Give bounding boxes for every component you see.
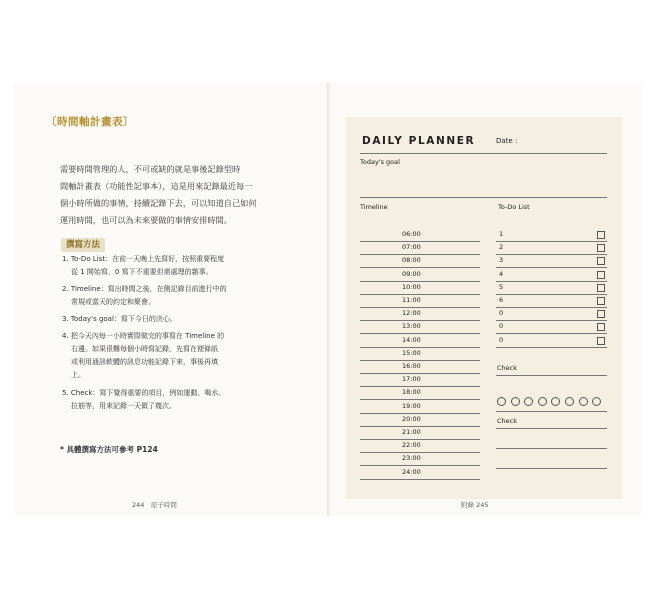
timeline-time: 08:00	[402, 256, 421, 265]
todo-checkbox	[597, 257, 605, 265]
timeline-time: 17:00	[402, 375, 421, 384]
timeline-time: 15:00	[402, 348, 421, 357]
todo-number: 0	[499, 335, 504, 344]
todo-row	[496, 321, 607, 334]
timeline-time: 16:00	[402, 362, 421, 370]
todo-checkbox	[597, 244, 605, 252]
timeline-time: 13:00	[402, 322, 421, 331]
todo-number: 2	[499, 243, 504, 252]
check-circle	[592, 397, 601, 406]
timeline-row	[360, 467, 480, 480]
check-circle	[524, 397, 533, 406]
check-line	[496, 468, 607, 469]
timeline-row	[360, 321, 480, 334]
check-circle	[511, 397, 520, 406]
timeline-row	[360, 348, 480, 361]
todo-row	[496, 295, 607, 308]
todo-number: 3	[499, 256, 504, 265]
timeline-time: 11:00	[402, 296, 421, 304]
todo-checkbox	[597, 297, 605, 305]
timeline-row	[360, 282, 480, 295]
step-item: 1. To-Do List：在前一天晚上先寫好，按照重要程度	[62, 255, 225, 263]
section-title: 〔時間軸計畫表〕	[46, 116, 134, 128]
timeline-row	[360, 374, 480, 387]
todo-checkbox	[597, 337, 605, 345]
todo-row	[496, 229, 607, 242]
timeline-row	[360, 229, 480, 242]
check-circle	[579, 397, 588, 406]
todo-checkbox	[597, 323, 605, 331]
todo-list-label: To-Do List	[498, 203, 530, 211]
timeline-time: 07:00	[402, 243, 421, 252]
planner-title: DAILY PLANNER	[362, 135, 476, 147]
timeline-time: 21:00	[402, 428, 421, 436]
step-continuation: 或利用通訊軟體的訊息功能記錄下來，事後再填	[71, 358, 218, 366]
todo-row	[496, 335, 607, 348]
timeline-row	[360, 308, 480, 321]
timeline-row	[360, 387, 480, 400]
page-folio-right: 附錄 245	[461, 501, 489, 509]
check-circles	[497, 397, 607, 409]
check-circle	[538, 397, 547, 406]
timeline-time: 19:00	[402, 401, 421, 410]
step-item: 2. Timeline：寫出時間之後，在側記錄目前進行中的	[62, 285, 227, 293]
timeline-row	[360, 269, 480, 282]
step-continuation: 上。	[71, 371, 85, 379]
timeline-time: 18:00	[402, 388, 421, 397]
intro-line: 運用時間，也可以為未來要做的事情安排時間。	[60, 215, 232, 225]
timeline-row	[360, 255, 480, 268]
daily-planner-template	[346, 117, 622, 499]
intro-paragraph	[60, 161, 256, 229]
step-continuation: 從 1 開始寫，0 寫下不重要但需處理的雜事。	[71, 268, 213, 276]
timeline-row	[360, 440, 480, 453]
todo-checkbox	[597, 271, 605, 279]
date-label: Date :	[496, 137, 518, 145]
timeline-time: 23:00	[402, 454, 421, 463]
title-divider	[360, 153, 607, 154]
intro-line: 個小時所做的事情，持續記錄下去，可以知道自己如何	[60, 198, 257, 208]
left-page	[14, 82, 328, 516]
intro-line: 間軸計畫表（功能性記事本），這是用來記錄最近每一	[60, 181, 253, 191]
right-page	[330, 82, 641, 516]
timeline-time: 24:00	[402, 467, 421, 476]
timeline-time: 06:00	[402, 230, 421, 238]
check-circle	[551, 397, 560, 406]
page-folio-left: 244 原子時間	[132, 501, 177, 509]
step-continuation: 右邊。如果很難每個小時寫記錄，先寫在便條紙	[71, 345, 218, 353]
step-item: 4. 把今天內每一小時實際做完的事寫在 Timeline 的	[62, 332, 225, 340]
todo-row	[496, 282, 607, 295]
todays-goal-label: Today's goal	[360, 158, 400, 166]
timeline-time: 20:00	[402, 414, 421, 423]
timeline-time: 12:00	[402, 309, 421, 318]
timeline-row	[360, 361, 480, 374]
check-label: Check	[497, 364, 517, 372]
check-label-second: Check	[497, 417, 517, 425]
step-item: 5. Check：寫下覺得重要的項目，例如運動、喝水、	[62, 389, 226, 397]
book-spread	[14, 82, 641, 516]
intro-line: 需要時間管理的人，不可或缺的就是事後記錄型時	[60, 164, 241, 174]
todo-number: 4	[499, 269, 504, 278]
method-label: 撰寫方法	[61, 238, 105, 252]
todo-checkbox	[597, 284, 605, 292]
todo-checkbox	[597, 310, 605, 318]
check-line	[496, 448, 607, 449]
timeline-time: 09:00	[402, 269, 421, 278]
timeline-time: 14:00	[402, 335, 421, 344]
todo-number: 5	[499, 282, 504, 291]
todo-checkbox	[597, 231, 605, 239]
step-continuation: 拉筋等，用來記錄一天做了幾次。	[71, 402, 176, 410]
todo-row	[496, 269, 607, 282]
step-item: 3. Today's goal：寫下今日的決心。	[62, 315, 177, 323]
timeline-label: Timeline	[360, 203, 388, 211]
step-continuation: 常規或當天的約定和聚會。	[71, 298, 155, 306]
timeline-row	[360, 295, 480, 308]
timeline-time: 22:00	[402, 441, 421, 450]
timeline-row	[360, 401, 480, 414]
goal-divider	[360, 197, 607, 198]
timeline-row	[360, 453, 480, 466]
check-circle	[565, 397, 574, 406]
timeline-row	[360, 242, 480, 255]
todo-number: 0	[499, 322, 504, 331]
timeline-row	[360, 335, 480, 348]
todo-number: 1	[499, 230, 504, 238]
timeline-time: 10:00	[402, 282, 421, 291]
todo-number: 6	[499, 296, 504, 304]
check-divider-bottom	[496, 411, 607, 412]
check-divider-top	[496, 375, 607, 376]
todo-row	[496, 255, 607, 268]
todo-row	[496, 242, 607, 255]
timeline-row	[360, 427, 480, 440]
check-circle	[497, 397, 506, 406]
check-line	[496, 428, 607, 429]
reference-note: * 具體撰寫方法可參考 P124	[60, 445, 158, 454]
todo-number: 0	[499, 309, 504, 318]
todo-row	[496, 308, 607, 321]
timeline-row	[360, 414, 480, 427]
